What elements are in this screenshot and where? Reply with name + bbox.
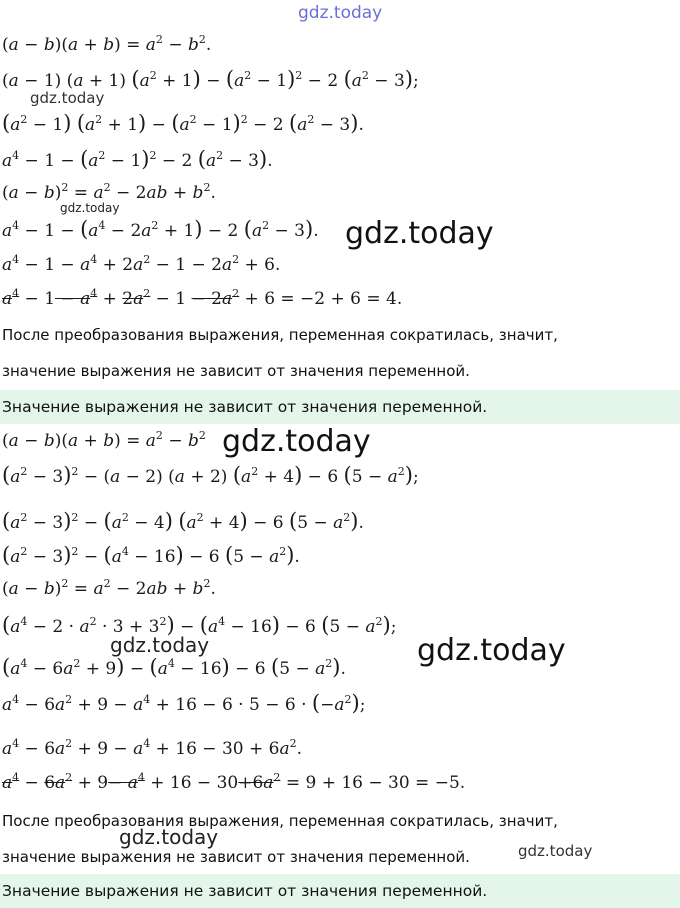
math-line: $(a^2 - 1) (a^2 + 1) - (a^2 - 1)^2 - 2$ $(a^2 - 3)$.	[2, 111, 364, 135]
watermark: gdz.today	[345, 216, 494, 251]
math-line: $a^4 - 6a^2 + 9 - a^4 + 16 - 6 \cdot 5 - 6 \cdot (-a^2)$;	[2, 691, 366, 715]
watermark: gdz.today	[518, 842, 593, 860]
math-line: $(a^2 - 3)^2 - (a^2 - 4) (a^2 + 4) - 6$ $(5 - a^2)$.	[2, 509, 364, 533]
answer-highlight: Значение выражения не зависит от значения переменной.	[0, 390, 680, 424]
math-line: $(a - b)^2 = a^2 - 2ab + b^2$.	[2, 577, 216, 599]
watermark-top[interactable]: gdz.today	[298, 3, 383, 23]
watermark: gdz.today	[222, 424, 371, 459]
math-line: $(a^4 - 6a^2 + 9) - (a^4 - 16) - 6$ $(5 - a^2)$.	[2, 655, 346, 679]
math-line: $a^4 - 1 - (a^4 - 2a^2 + 1) - 2$ $(a^2 - 3)$.	[2, 217, 319, 241]
math-line: $(a^2 - 3)^2 - (a - 2) (a + 2) (a^2 + 4) - 6$ $(5 - a^2)$;	[2, 463, 419, 487]
watermark: gdz.today	[30, 89, 105, 107]
math-line: $(a^4 - 2 \cdot a^2 \cdot 3 + 3^2) - (a^4 - 16) - 6$ $(5 - a^2)$;	[2, 613, 397, 637]
explanation-text: значение выражения не зависит от значения переменной.	[2, 848, 470, 866]
math-line: $(a - b)(a + b) = a^2 - b^2$	[2, 429, 206, 451]
math-line: $(a^2 - 3)^2 - (a^4 - 16) - 6$ $(5 - a^2)$.	[2, 543, 300, 567]
math-line: $(a - b)^2 = a^2 - 2ab + b^2$.	[2, 181, 216, 203]
explanation-text: После преобразования выражения, переменная сократилась, значит,	[2, 326, 558, 344]
explanation-text: После преобразования выражения, переменная сократилась, значит,	[2, 812, 558, 830]
answer-highlight: Значение выражения не зависит от значения переменной.	[0, 874, 680, 908]
watermark: gdz.today	[110, 633, 210, 657]
math-line: $(a - b)(a + b) = a^2 - b^2$.	[2, 33, 212, 55]
watermark: gdz.today	[119, 825, 219, 849]
math-line: $a^4 - 1 - (a^2 - 1)^2 - 2$ $(a^2 - 3)$.	[2, 147, 273, 171]
math-line: $a^4 - 6a^2 + 9 - a^4 + 16 - 30 + 6a^2$.	[2, 737, 303, 759]
math-line: (a − 1) (a + 1) $(a^2 + 1) - (a^2 - 1)^2 - 2$ $(a^2 - 3)$;	[2, 67, 419, 91]
math-line: $a^4 - 1 - a^4 + 2a^2 - 1 - 2a^2 + 6 = -2 + 6 = 4$.	[2, 287, 403, 309]
math-line: $a^4 - 6a^2 + 9- a^4 + 16 - 30+6a^2 = 9 + 16 - 30 = -5$.	[2, 771, 466, 793]
math-line: $a^4 - 1 - a^4 + 2a^2 - 1 - 2a^2 + 6$.	[2, 253, 281, 275]
watermark: gdz.today	[60, 201, 120, 215]
watermark: gdz.today	[417, 633, 566, 668]
explanation-text: значение выражения не зависит от значения переменной.	[2, 362, 470, 380]
